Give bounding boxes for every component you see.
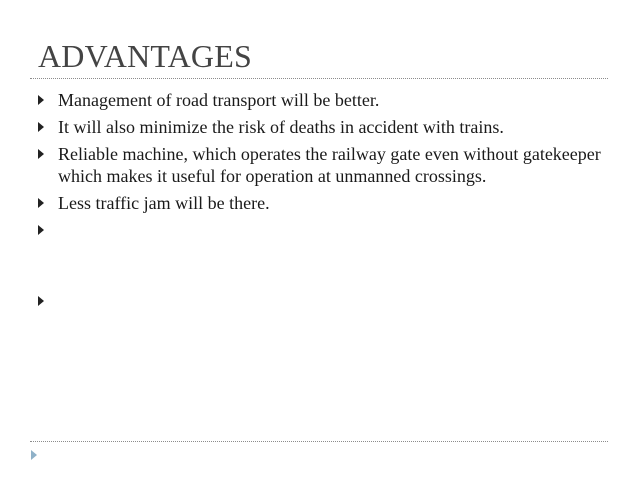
slide-title: ADVANTAGES <box>38 38 252 74</box>
bullet-item <box>36 89 626 111</box>
footer-divider <box>30 441 608 442</box>
footer-triangle-icon <box>31 450 37 460</box>
bullet-item-empty <box>36 290 626 312</box>
bullet-triangle-icon <box>38 149 44 159</box>
bullet-item <box>36 143 626 187</box>
bullet-text: It will also minimize the risk of deaths in accident with trains. <box>58 117 504 137</box>
bullet-text: Less traffic jam will be there. <box>58 193 270 213</box>
bullet-spacer <box>36 246 626 290</box>
bullet-item <box>36 192 626 214</box>
bullet-triangle-icon <box>38 95 44 105</box>
bullet-text: Management of road transport will be better. <box>58 90 380 110</box>
bullet-item-empty <box>36 219 626 241</box>
bullet-item <box>36 116 626 138</box>
bullet-triangle-icon <box>38 296 44 306</box>
bullet-triangle-icon <box>38 122 44 132</box>
bullet-triangle-icon <box>38 198 44 208</box>
bullet-triangle-icon <box>38 225 44 235</box>
bullet-text: Reliable machine, which operates the railway gate even without gatekeeper which makes it useful for operation at unmanned crossings. <box>58 144 601 186</box>
title-divider <box>30 78 608 79</box>
bullet-list <box>36 89 626 317</box>
